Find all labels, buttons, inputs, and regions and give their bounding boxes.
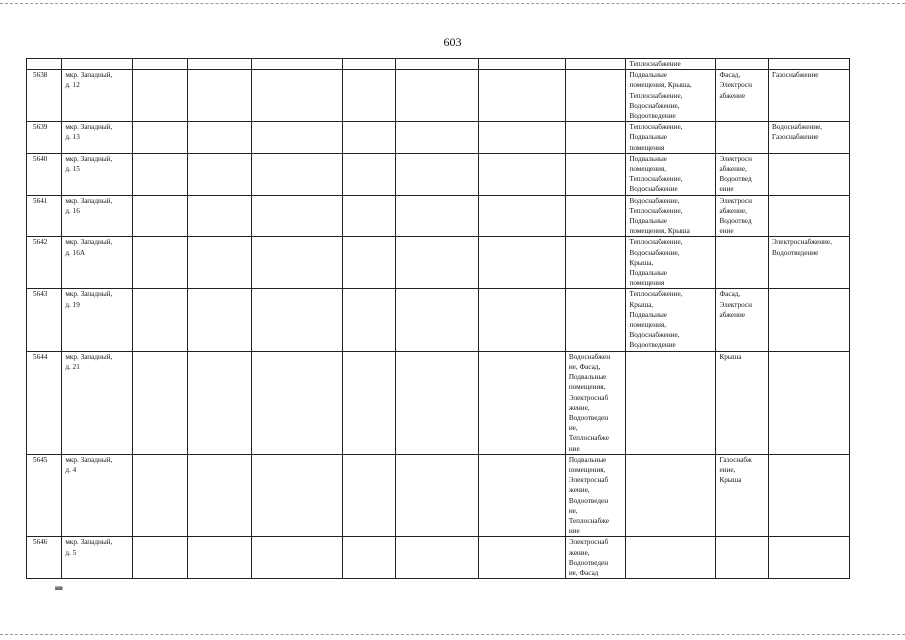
cell-col-k: Газоснабж ение, Крыша (716, 454, 769, 537)
cell-empty (133, 289, 188, 351)
cell-empty (133, 454, 188, 537)
cell-col-j: Водоснабжение, Теплоснабжение, Подвальные помещения, Крыша (626, 195, 716, 237)
cell-empty (187, 289, 252, 351)
cell-col-l (769, 537, 850, 579)
cell-address: мкр. Западный, д. 5 (62, 537, 133, 579)
cell-col-l (769, 153, 850, 195)
cell-col-i (565, 195, 626, 237)
scan-edge-bottom (0, 634, 905, 635)
cell-address: мкр. Западный, д. 15 (62, 153, 133, 195)
cell-col-l (769, 351, 850, 454)
cell-empty (478, 195, 565, 237)
cell-col-l (769, 195, 850, 237)
scan-edge-top (0, 3, 905, 4)
cell-address: мкр. Западный, д. 16 (62, 195, 133, 237)
cell-col-i (565, 122, 626, 154)
cell-empty (133, 537, 188, 579)
cell-col-l: Электроснабжение, Водоотведение (769, 237, 850, 289)
cell-empty (187, 237, 252, 289)
cell-empty (133, 153, 188, 195)
cell-empty (343, 537, 396, 579)
table-row (27, 195, 850, 237)
cell-empty (252, 153, 343, 195)
cell-empty (133, 195, 188, 237)
cell-empty (187, 122, 252, 154)
cell-empty (252, 289, 343, 351)
cell-empty (133, 70, 188, 122)
cell-num: 5645 (27, 454, 62, 537)
cell-empty (478, 122, 565, 154)
cell-col-l: Водоснабжение, Газоснабжение (769, 122, 850, 154)
cell-empty (478, 237, 565, 289)
cell-address: мкр. Западный, д. 4 (62, 454, 133, 537)
cell-empty (187, 537, 252, 579)
cell-col-k (716, 122, 769, 154)
cell-empty (395, 351, 478, 454)
cell-address: мкр. Западный, д. 12 (62, 70, 133, 122)
cell-col-i (565, 237, 626, 289)
cell-col-i: Водоснабжен ие, Фасад, Подвальные помещения, Электроснаб жение, Водоотведен ие, Теплоснабже ние (565, 351, 626, 454)
cell-col-j (626, 537, 716, 579)
footer-mark: нв (55, 584, 63, 592)
cell-col-k: Электросн абжение, Водоотвед ение (716, 153, 769, 195)
cell-address: мкр. Западный, д. 16А (62, 237, 133, 289)
cell-empty (252, 195, 343, 237)
cell-empty (395, 237, 478, 289)
cell-col-k: Электросн абжение, Водоотвед ение (716, 195, 769, 237)
cell-empty (395, 195, 478, 237)
cell-empty (478, 454, 565, 537)
cell-col-i: Подвальные помещения, Электроснаб жение, Водоотведен ие, Теплоснабже ние (565, 454, 626, 537)
cell-empty (395, 70, 478, 122)
cell-empty (395, 122, 478, 154)
cell-empty (478, 537, 565, 579)
cell-num: 5642 (27, 237, 62, 289)
cell-empty (252, 237, 343, 289)
cell-num: 5640 (27, 153, 62, 195)
cell-empty (252, 351, 343, 454)
cell-empty (252, 70, 343, 122)
cell-empty (187, 195, 252, 237)
registry-body (27, 59, 850, 579)
cell-empty (187, 351, 252, 454)
continuation-row (27, 59, 850, 70)
cell-col-j: Подвальные помещения, Теплоснабжение, Водоснабжение (626, 153, 716, 195)
cell-col-j: Теплоснабжение, Подвальные помещения (626, 122, 716, 154)
cell-empty (395, 537, 478, 579)
cell-num: 5646 (27, 537, 62, 579)
cell-col-i: Электроснаб жение, Водоотведен ие, Фасад (565, 537, 626, 579)
cell-address: мкр. Западный, д. 19 (62, 289, 133, 351)
cell-empty (343, 237, 396, 289)
cell-col-i (565, 289, 626, 351)
cell-col-j: Теплоснабжение, Водоснабжение, Крыша, Подвальные помещения (626, 237, 716, 289)
cell-col-j: Теплоснабжение, Крыша, Подвальные помещения, Водоснабжение, Водоотведение (626, 289, 716, 351)
cell-empty (133, 351, 188, 454)
continuation-cell: Теплоснабжение (626, 59, 716, 70)
cell-empty (343, 351, 396, 454)
cell-col-j (626, 454, 716, 537)
registry-table (26, 58, 850, 579)
table-row (27, 537, 850, 579)
table-row (27, 454, 850, 537)
cell-empty (343, 454, 396, 537)
cell-empty (343, 70, 396, 122)
cell-empty (395, 153, 478, 195)
table-row (27, 70, 850, 122)
cell-empty (133, 122, 188, 154)
cell-empty (478, 289, 565, 351)
cell-empty (395, 289, 478, 351)
cell-empty (252, 122, 343, 154)
table-row (27, 289, 850, 351)
cell-empty (395, 454, 478, 537)
cell-col-l (769, 289, 850, 351)
cell-col-k (716, 237, 769, 289)
cell-empty (343, 153, 396, 195)
cell-empty (478, 153, 565, 195)
cell-empty (187, 454, 252, 537)
cell-col-i (565, 70, 626, 122)
cell-col-l: Газоснабжение (769, 70, 850, 122)
table-row (27, 153, 850, 195)
cell-empty (252, 454, 343, 537)
table-row (27, 122, 850, 154)
cell-address: мкр. Западный, д. 13 (62, 122, 133, 154)
cell-empty (187, 70, 252, 122)
cell-num: 5644 (27, 351, 62, 454)
cell-col-k: Фасад, Электросн абжение (716, 289, 769, 351)
cell-empty (343, 195, 396, 237)
cell-empty (343, 122, 396, 154)
cell-empty (187, 153, 252, 195)
cell-empty (343, 289, 396, 351)
cell-empty (478, 351, 565, 454)
cell-col-k: Фасад, Электросн абжение (716, 70, 769, 122)
table-row (27, 351, 850, 454)
cell-num: 5638 (27, 70, 62, 122)
cell-empty (478, 70, 565, 122)
cell-col-k (716, 537, 769, 579)
cell-empty (252, 537, 343, 579)
cell-num: 5639 (27, 122, 62, 154)
page-number: 603 (443, 35, 462, 49)
cell-col-k: Крыша (716, 351, 769, 454)
cell-address: мкр. Западный, д. 21 (62, 351, 133, 454)
cell-empty (133, 237, 188, 289)
cell-col-l (769, 454, 850, 537)
cell-col-i (565, 153, 626, 195)
cell-col-j (626, 351, 716, 454)
cell-num: 5643 (27, 289, 62, 351)
table-row (27, 237, 850, 289)
cell-col-j: Подвальные помещения, Крыша, Теплоснабжение, Водоснабжение, Водоотведение (626, 70, 716, 122)
cell-num: 5641 (27, 195, 62, 237)
